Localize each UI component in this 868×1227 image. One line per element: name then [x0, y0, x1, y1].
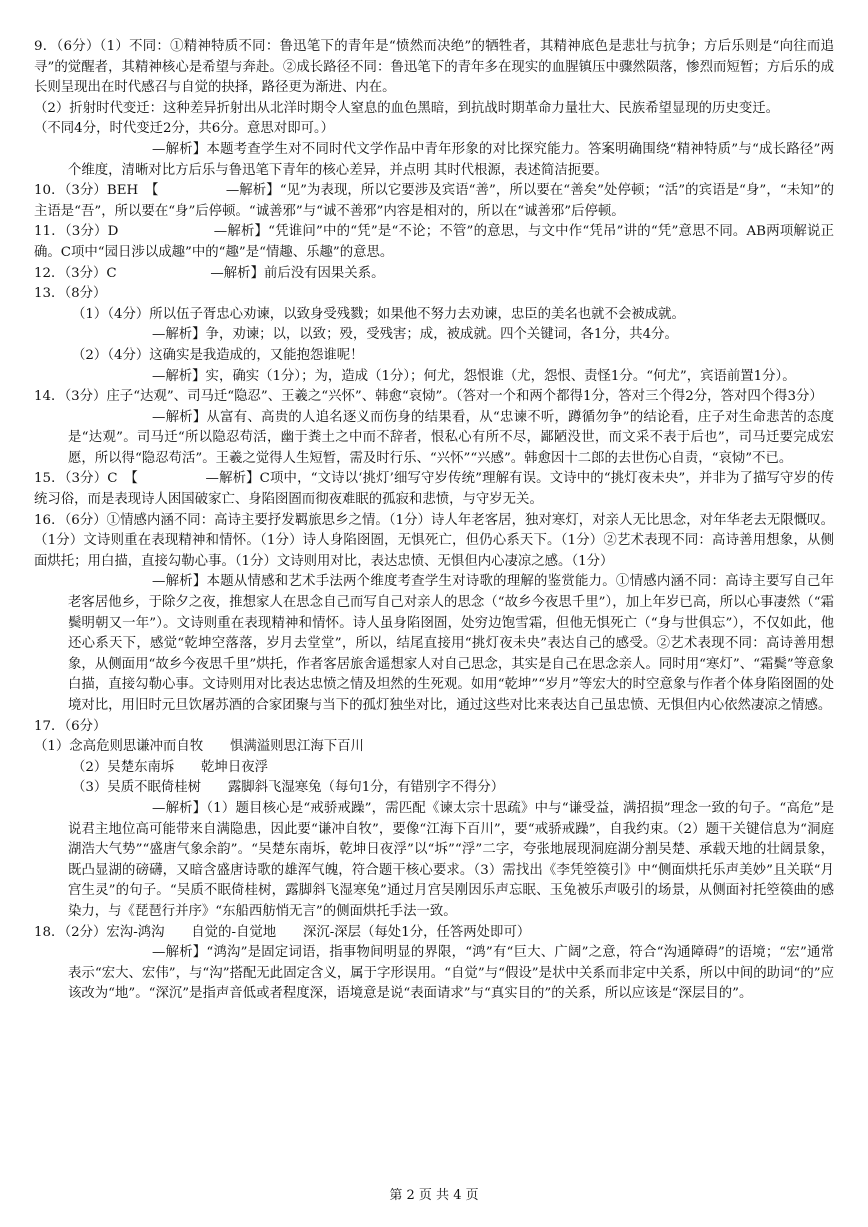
- q13-analysis-2: —解析】实，确实（1分）；为，造成（1分）；何尤，怨恨谁（尤，怨恨、责怪1分。“何尤”，宾语前置1分）。: [152, 368, 796, 384]
- q9-analysis: —解析】本题考查学生对不同时代文学作品中青年形象的对比探究能力。答案明确围绕“精神特质”与“成长路径”两个维度，清晰对比方后乐与鲁迅笔下青年的核心差异，并点明 其时代根源，表述简洁扼要。: [68, 141, 834, 178]
- q16-analysis: —解析】本题从情感和艺术手法两个维度考查学生对诗歌的理解的鉴赏能力。①情感内涵不同：高诗主要写自己年老客居他乡，于除夕之夜，推想家人在思念自己而写自己对亲人的思念（“故乡今夜思千里”），加上年岁已高，所以心事凄然（“霜鬓明朝又一年”）。文诗则重在表现精神和情怀。诗人虽身陷囹圄，处穷边饱雪霜，但他无惧死亡（“身与世俱忘”），不仅如此，他还心系天下，感觉“乾坤空落落，岁月去堂堂”，所以，结尾直接用“挑灯夜未央”表达自己的感受。②艺术表现不同：高诗善用想象，从侧面用“故乡今夜思千里”烘托，作者客居旅舍遥想家人对自己思念，其实是自己在思念亲人。同时用“寒灯”、“霜鬓”等意象白描，直接勾勒心事。文诗则用对比表达忠愤之情及坦然的生死观。如用“乾坤”“岁月”等宏大的时空意象与作者个体身陷囹圄的处境对比，用旧时元旦饮屠苏酒的合家团聚与当下的孤灯独坐对比，通过这些对比来表达自己虽忠愤、无惧但内心依然凄凉之情感。: [68, 574, 834, 713]
- question-13: [34, 284, 834, 387]
- q18-analysis: —解析】“鸿沟”是固定词语，指事物间明显的界限，“鸿”有“巨大、广阔”之意，符合“沟通障碍”的语境；“宏”通常表示“宏大、宏伟”，与“沟”搭配无此固定含义，属于字形误用。“自觉”与“假设”是状中关系而非定中关系，所以中间的助词“的”应该改为“地”。“深沉”是指声音低或者程度深，语境意是说“表面请求”与“真实目的”的关系，所以应该是“深层目的”。: [68, 945, 834, 1002]
- question-14: [34, 387, 834, 469]
- q9-answer: 9．（6分）（1）不同：①精神特质不同：鲁迅笔下的青年是“愤然而决绝”的牺牲者，其精神底色是悲壮与抗争；方后乐则是“向往而追寻”的觉醒者，其精神核心是希望与奔赴。②成长路径不同：鲁迅笔下的青年多在现实的血腥镇压中骤然陨落，惨烈而短暂；方后乐的成长则呈现出在时代感召与自觉的抉择，路径更为渐进、内在。: [34, 39, 834, 96]
- q13-answer-1: （1）（4分）所以伍子胥忠心劝谏，以致身受残戮；如果他不努力去劝谏，忠臣的美名也就不会被成就。: [72, 306, 685, 322]
- q18-answer: 18．（2分）宏沟-鸿沟 自觉的-自觉地 深沉-深层（每处1分，任答两处即可）: [34, 924, 531, 940]
- q17-answer-1: （1）念高危则思谦冲而自牧 惧满溢则思江海下百川: [34, 739, 364, 755]
- q9-score-note: （不同4分，时代变迁2分，共6分。意思对即可。）: [34, 121, 335, 137]
- q13-head: 13．（8分）: [34, 286, 107, 302]
- question-16: [34, 511, 834, 717]
- q17-head: 17．（6分）: [34, 718, 107, 734]
- question-10: 10．（3分）BEH 【 —解析】“见”为表现，所以它要涉及宾语“善”，所以要在“善矣”处停顿；“活”的宾语是“身”，“未知”的主语是“吾”，所以要在“身”后停顿。“诚善邪”与“诚不善邪”内容是相对的，所以在“诚善邪”后停顿。: [34, 183, 834, 219]
- q17-answer-3: （3）吴质不眠倚桂树 露脚斜飞湿寒兔（每句1分，有错别字不得分）: [72, 780, 505, 796]
- question-17: [34, 717, 834, 923]
- question-11: 11．（3分）D —解析】“凭谁问”中的“凭”是“不论；不管”的意思，与文中作“凭吊”讲的“凭”意思不同。AB两项解说正确。C项中“园日涉以成趣”中的“趣”是“情趣、乐趣”的意思。: [34, 224, 834, 260]
- q17-answer-2: （2）吴楚东南坼 乾坤日夜浮: [72, 759, 268, 775]
- question-15: 15．（3分）C 【 —解析】C项中，“文诗以‘挑灯’细写守岁传统”理解有误。文诗中的“挑灯夜未央”，并非为了描写守岁的传统习俗，而是表现诗人困国破家亡、身陷囹圄而彻夜难眠的孤寂和悲愤，与守岁无关。: [34, 471, 834, 508]
- question-18: [34, 923, 834, 1005]
- question-12: 12．（3分）C —解析】前后没有因果关系。: [34, 265, 385, 281]
- q16-answer: 16．（6分）①情感内涵不同：高诗主要抒发羁旅思乡之情。（1分）诗人年老客居，独对寒灯，对亲人无比思念，对年华老去无限慨叹。（1分）文诗则重在表现精神和情怀。（1分）诗人身陷囹圄，无惧死亡，但仍心系天下。（1分）②艺术表现不同：高诗善用想象，从侧面烘托；用白描，直接勾勒心事。（1分）文诗则用对比，表达忠愤、无惧但内心凄凉之感。（1分）: [34, 512, 834, 569]
- q9-part2: （2）折射时代变迁：这种差异折射出从北洋时期令人窒息的血色黑暗，到抗战时期革命力量壮大、民族希望显现的历史变迁。: [34, 100, 779, 116]
- question-9: [34, 37, 834, 181]
- page-footer: 第 2 页 共 4 页: [389, 1188, 479, 1203]
- answer-page: [34, 37, 834, 1005]
- q13-analysis-1: —解析】争，劝谏；以，以致；殁，受残害；成，被成就。四个关键词，各1分，共4分。: [152, 327, 678, 343]
- q13-answer-2: （2）（4分）这确实是我造成的，又能抱怨谁呢！: [72, 347, 364, 363]
- q14-analysis: —解析】从富有、高贵的人追名逐义而伤身的结果看，从“忠谏不听，蹲循勿争”的结论看，庄子对生命悲苦的态度是“达观”。司马迁“所以隐忍苟活，幽于粪土之中而不辞者，恨私心有所不尽，鄙陋没世，而文采不表于后也”，司马迁要完成宏愿，所以得“隐忍苟活”。王羲之觉得人生短暂，需及时行乐、“兴怀”“兴感”。韩愈因十二郎的去世伤心自责，“哀恸”不已。: [68, 409, 834, 466]
- q14-answer: 14．（3分）庄子“达观”、司马迁“隐忍”、王羲之“兴怀”、韩愈“哀恸”。（答对一个和两个都得1分，答对三个得2分，答对四个得3分）: [34, 389, 823, 405]
- q17-analysis: —解析】（1）题目核心是“戒骄戒躁”，需匹配《谏太宗十思疏》中与“谦受益，满招损”理念一致的句子。“高危”是说君主地位高可能带来自满隐患，因此要“谦冲自牧”，要像“江海下百川”，要“戒骄戒躁”，自我约束。（2）题干关键信息为“洞庭湖浩大气势”“盛唐气象余韵”。“吴楚东南坼，乾坤日夜浮”以“坼”“浮”二字，夸张地展现洞庭湖分割吴楚、承载天地的壮阔景象，既凸显湖的磅礴，又暗含盛唐诗歌的雄浑气魄，符合题干核心要求。（3）需找出《李凭箜篌引》中“侧面烘托乐声美妙”且关联“月宫生灵”的句子。“吴质不眠倚桂树，露脚斜飞湿寒兔”通过月宫吴刚因乐声忘眠、玉兔被乐声吸引的场景，从侧面衬托箜篌曲的感染力，与《琵琶行并序》“东船西舫悄无言”的侧面烘托手法一致。: [68, 800, 834, 919]
